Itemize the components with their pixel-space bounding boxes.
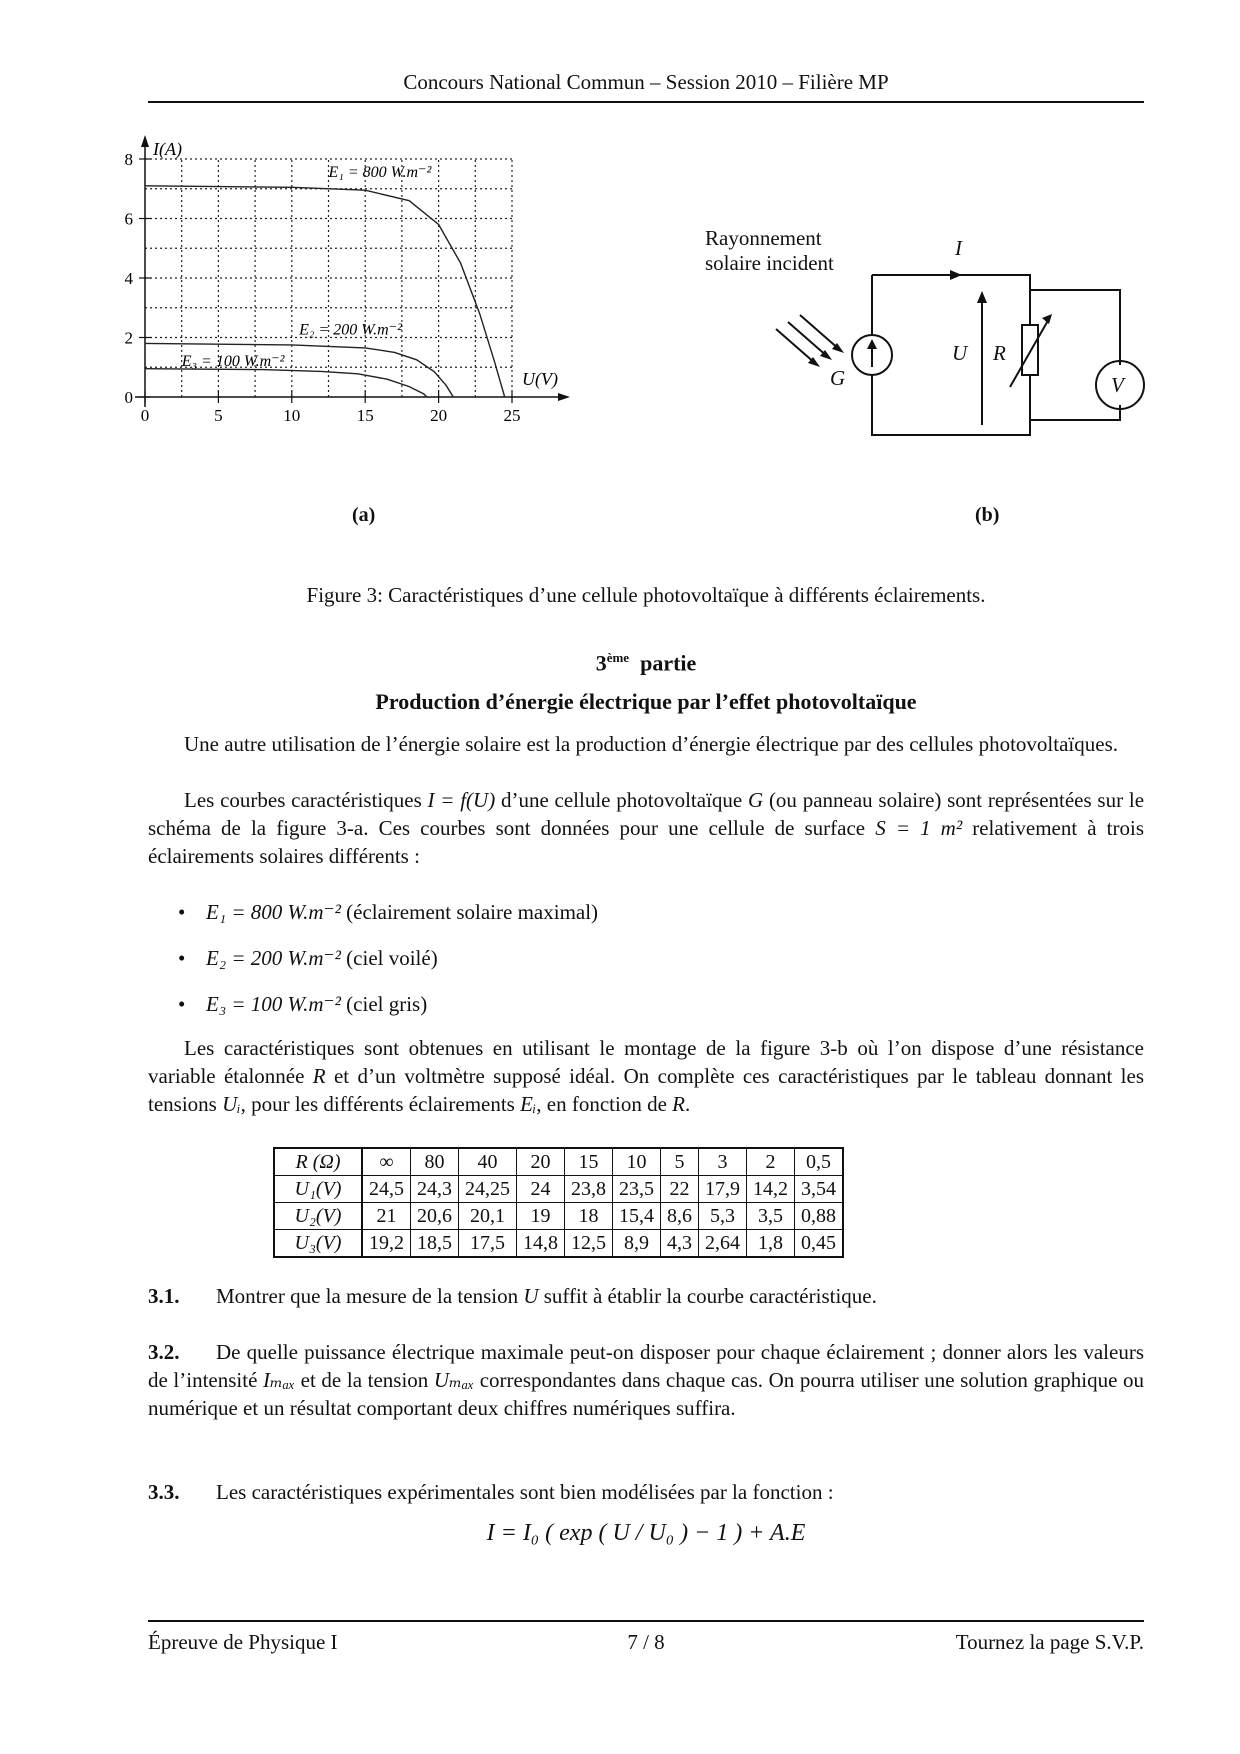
- x-tick-label: 5: [214, 406, 223, 425]
- series-label-3: E₃ = 100 W.m⁻²: [181, 352, 285, 370]
- current-arrow-icon: [950, 270, 962, 280]
- table-cell: 1,8: [747, 1230, 795, 1258]
- table-cell: 18: [565, 1203, 613, 1230]
- x-tick-label: 10: [283, 406, 301, 425]
- table-cell: 3: [699, 1148, 747, 1176]
- footer-turn-page: Tournez la page S.V.P.: [955, 1630, 1144, 1654]
- figure-label-b: (b): [975, 504, 1000, 526]
- table-cell: 24,25: [459, 1176, 517, 1203]
- question-number: 3.2.: [148, 1340, 180, 1364]
- table-row: [274, 1148, 843, 1176]
- cell-symbol: G: [748, 788, 764, 812]
- table-cell: 0,45: [795, 1230, 844, 1258]
- surface-equation: S = 1 m²: [875, 816, 963, 840]
- series-label-1: E₁ = 800 W.m⁻²: [328, 163, 432, 181]
- table-cell: 0,5: [795, 1148, 844, 1176]
- table-row: [274, 1230, 843, 1258]
- table-cell: 20: [517, 1148, 565, 1176]
- y-axis-label: I(A): [153, 139, 182, 159]
- radiation-label-line2: solaire incident: [705, 251, 834, 275]
- question-3-3: 3.3. Les caractéristiques expérimentales sont bien modélisées par la fonction :: [148, 1480, 834, 1504]
- intro-paragraph-2: Les courbes caractéristiques I = f(U) d’une cellule photovoltaïque G (ou panneau solaire) sont représentées sur le schéma de la figure 3-a. Ces courbes sont données pour une cellule de surface S = 1 m² relativement à trois éclairements solaires différents :: [148, 788, 1145, 868]
- iu-characteristic-chart: [120, 135, 640, 425]
- generator-label: G: [830, 366, 846, 390]
- table-cell: ∞: [362, 1148, 411, 1176]
- y-tick-label: 4: [124, 269, 133, 288]
- header-rule: [148, 101, 1144, 103]
- table-cell: 0,88: [795, 1203, 844, 1230]
- footer-exam-name: Épreuve de Physique I: [148, 1630, 338, 1654]
- table-cell: 20,6: [411, 1203, 459, 1230]
- voltage-arrow-head-icon: [977, 291, 987, 303]
- table-cell: 19: [517, 1203, 565, 1230]
- x-tick-label: 20: [430, 406, 448, 425]
- table-cell: 5,3: [699, 1203, 747, 1230]
- table-cell: 8,9: [613, 1230, 661, 1258]
- y-tick-label: 0: [124, 388, 133, 407]
- question-number: 3.3.: [148, 1480, 180, 1504]
- table-cell: 24,3: [411, 1176, 459, 1203]
- table-cell: 21: [362, 1203, 411, 1230]
- y-axis-arrow-icon: [141, 135, 149, 147]
- x-tick-label: 0: [140, 406, 150, 425]
- irradiance-list: [178, 898, 598, 1036]
- part-number: 3: [595, 650, 607, 676]
- iu-equation: I = f(U): [427, 788, 496, 812]
- measurement-paragraph: Les caractéristiques sont obtenues en utilisant le montage de la figure 3-b où l’on dispose d’une résistance variable étalonnée R et d’un voltmètre supposé idéal. On complète ces caractéristiques par le tableau donnant les tensions Uᵢ, pour les différents éclairements Eᵢ, en fonction de R.: [148, 1036, 1145, 1116]
- generator-arrow-icon: [867, 339, 877, 349]
- table-cell: 2,64: [699, 1230, 747, 1258]
- x-tick-label: 25: [503, 406, 521, 425]
- table-cell: 24,5: [362, 1176, 411, 1203]
- x-axis-label: U(V): [522, 369, 558, 389]
- voltage-table: [273, 1147, 844, 1258]
- intro-paragraph-1: Une autre utilisation de l’énergie solaire est la production d’énergie électrique par des cellules photovoltaïques.: [184, 732, 1118, 756]
- figure-caption: Figure 3: Caractéristiques d’une cellule photovoltaïque à différents éclairements.: [306, 583, 986, 607]
- y-tick-label: 8: [124, 150, 133, 169]
- table-cell: 22: [661, 1176, 699, 1203]
- part-word: partie: [640, 650, 697, 676]
- table-cell: 8,6: [661, 1203, 699, 1230]
- voltmeter-label: V: [1111, 373, 1124, 397]
- table-cell: 3,5: [747, 1203, 795, 1230]
- part-number-suffix: ème: [606, 650, 630, 665]
- series-label-2: E₂ = 200 W.m⁻²: [299, 321, 402, 339]
- table-row: [274, 1176, 843, 1203]
- y-tick-label: 2: [124, 328, 133, 348]
- x-axis-arrow-icon: [558, 393, 570, 401]
- table-cell: 14,8: [517, 1230, 565, 1258]
- part-subtitle: Production d’énergie électrique par l’effet photovoltaïque: [375, 689, 917, 714]
- footer-rule: [148, 1620, 1144, 1622]
- resistor-label: R: [993, 341, 1006, 365]
- question-3-2: 3.2. De quelle puissance électrique maximale peut-on disposer pour chaque éclairement ; donner alors les valeurs de l’intensité Iₘₐₓ et de la tension Uₘₐₓ correspondantes dans chaque cas. On pourra utiliser une solution graphique ou numérique et un résultat comportant deux chiffres numériques suffira.: [148, 1340, 1145, 1420]
- table-cell: 80: [411, 1148, 459, 1176]
- table-cell: 10: [613, 1148, 661, 1176]
- table-cell: 23,5: [613, 1176, 661, 1203]
- table-row-header: U₁(V): [274, 1176, 362, 1203]
- table-cell: 4,3: [661, 1230, 699, 1258]
- table-row: [274, 1203, 843, 1230]
- y-tick-label: 6: [124, 209, 133, 229]
- table-cell: 20,1: [459, 1203, 517, 1230]
- table-cell: 3,54: [795, 1176, 844, 1203]
- table-cell: 17,9: [699, 1176, 747, 1203]
- current-label: I: [955, 236, 962, 260]
- part-title: [148, 650, 1144, 676]
- table-cell: 24: [517, 1176, 565, 1203]
- footer-page-number: 7 / 8: [627, 1630, 665, 1654]
- list-item: • E₂ = 200 W.m⁻² (ciel voilé): [178, 946, 438, 970]
- model-formula: I = I₀ ( exp ( U / U₀ ) − 1 ) + A.E: [486, 1520, 806, 1546]
- x-tick-label: 15: [356, 406, 374, 425]
- question-3-1: 3.1. Montrer que la mesure de la tension U suffit à établir la courbe caractéristique.: [148, 1284, 877, 1308]
- table-cell: 23,8: [565, 1176, 613, 1203]
- page-header: Concours National Commun – Session 2010 – Filière MP: [403, 70, 889, 94]
- table-cell: 12,5: [565, 1230, 613, 1258]
- radiation-label-line1: Rayonnement: [705, 226, 822, 250]
- table-cell: 2: [747, 1148, 795, 1176]
- table-cell: 14,2: [747, 1176, 795, 1203]
- voltage-label: U: [952, 341, 968, 365]
- figure-label-a: (a): [352, 504, 376, 526]
- table-cell: 18,5: [411, 1230, 459, 1258]
- table-cell: 40: [459, 1148, 517, 1176]
- series-line-3: [145, 369, 427, 397]
- table-cell: 19,2: [362, 1230, 411, 1258]
- chart-labels: [152, 139, 558, 390]
- table-row-header: U₂(V): [274, 1203, 362, 1230]
- chart-ticks: [125, 150, 521, 425]
- table-row-header: U₃(V): [274, 1230, 362, 1258]
- table-cell: 17,5: [459, 1230, 517, 1258]
- table-cell: 5: [661, 1148, 699, 1176]
- measurement-circuit-diagram: [700, 225, 1170, 455]
- list-item: • E₃ = 100 W.m⁻² (ciel gris): [178, 992, 428, 1016]
- table-row-header: R (Ω): [274, 1148, 362, 1176]
- question-number: 3.1.: [148, 1284, 180, 1308]
- list-item: • E₁ = 800 W.m⁻² (éclairement solaire maximal): [178, 900, 599, 924]
- table-cell: 15: [565, 1148, 613, 1176]
- table-cell: 15,4: [613, 1203, 661, 1230]
